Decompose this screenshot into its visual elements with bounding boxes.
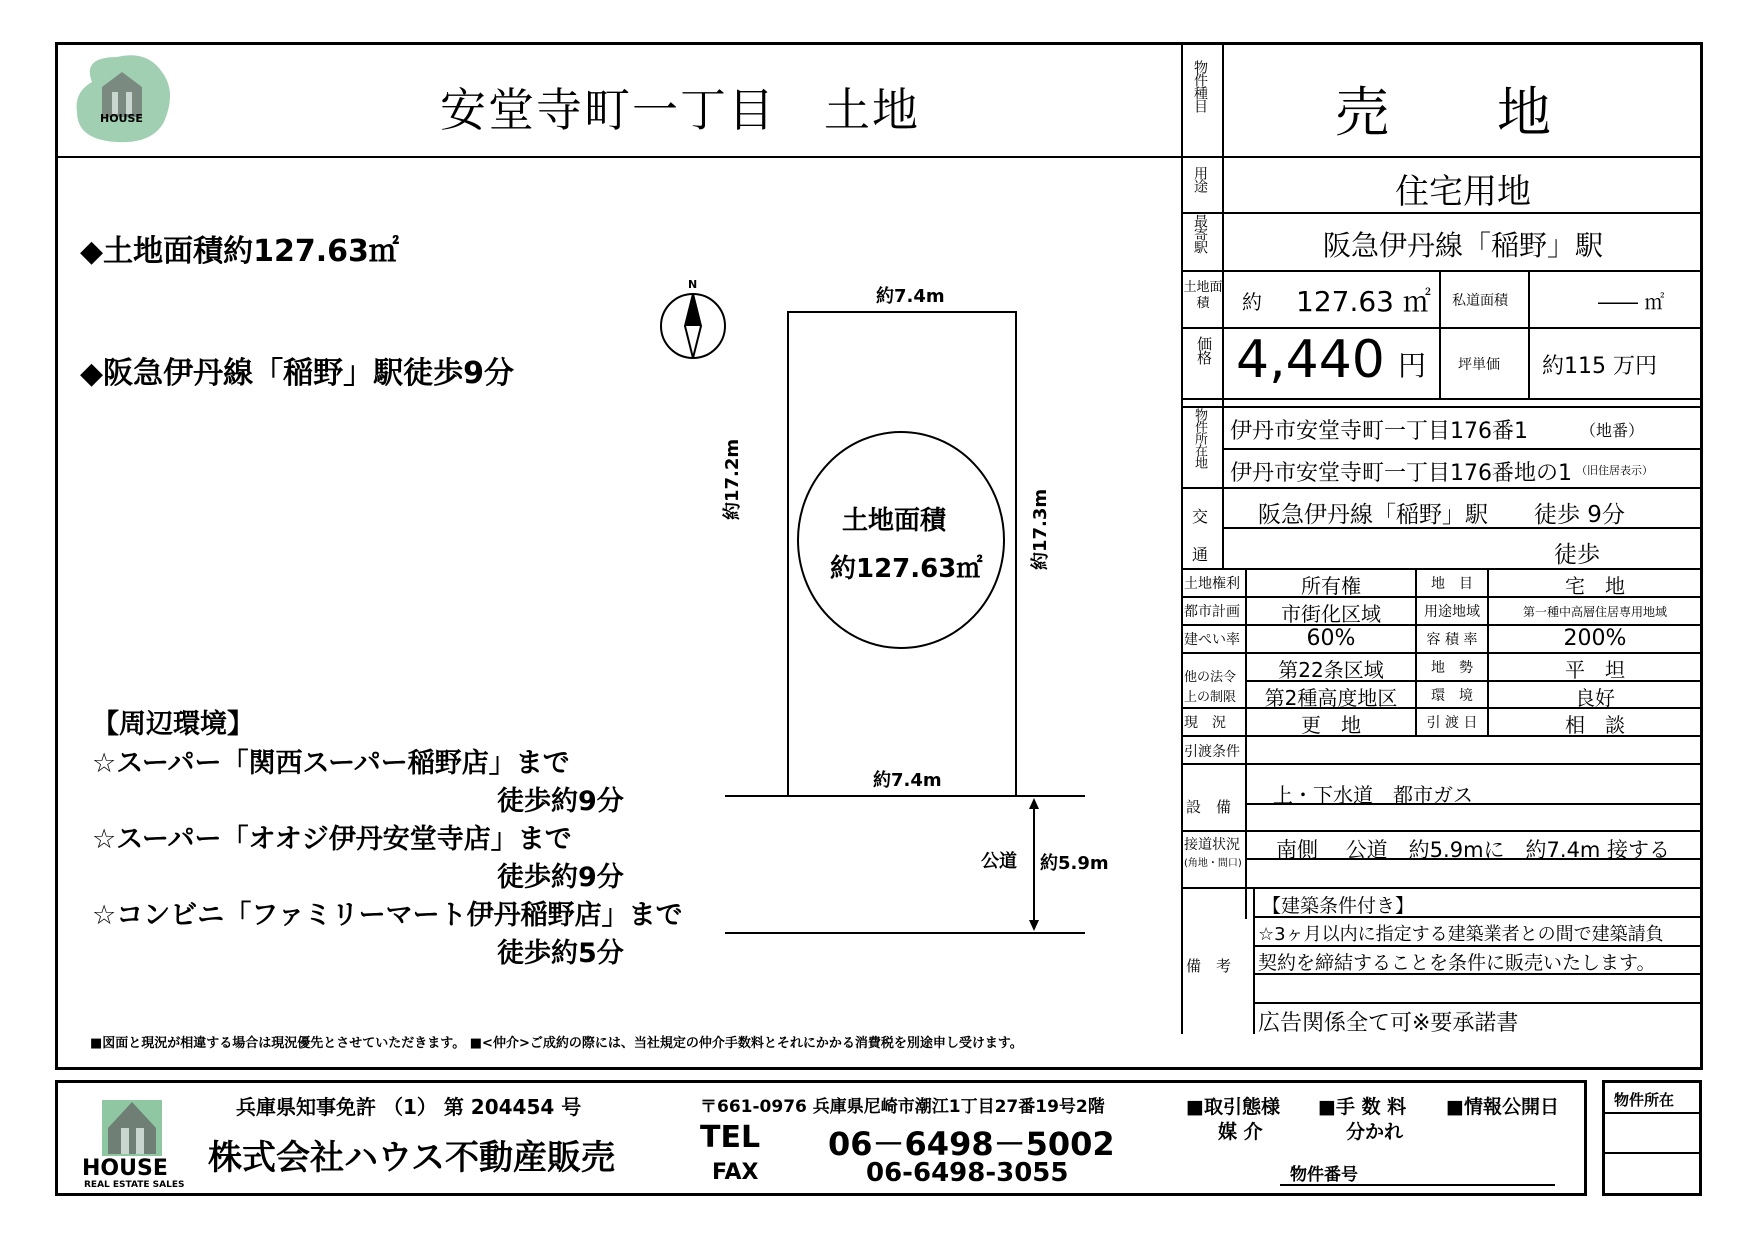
location-2-note: （旧住居表示） (1576, 464, 1653, 477)
environment-line: 徒歩約9分 (497, 862, 624, 893)
remarks-label: 備 考 (1186, 957, 1232, 975)
land-area-label: 土地面積 (1183, 280, 1223, 311)
environment-line: ☆コンビニ「ファミリーマート伊丹稲野店」まで (92, 900, 683, 931)
license: 兵庫県知事免許 （1） 第 204454 号 (236, 1095, 582, 1119)
row-value: 宅 地 (1565, 574, 1625, 598)
row-label: 現 況 (1184, 715, 1226, 731)
row-value: 第22条区域 (1278, 658, 1384, 682)
remark-line: 契約を締結することを条件に販売いたします。 (1258, 952, 1656, 974)
logo-text: HOUSE (100, 112, 143, 125)
company-logo (72, 52, 172, 147)
traffic-2: 徒歩 (1554, 542, 1600, 568)
tsubo-label: 坪単価 (1458, 357, 1500, 373)
location-1-note: （地番） (1580, 421, 1645, 440)
traffic-1: 阪急伊丹線「稲野」駅 徒歩 9分 (1258, 502, 1625, 528)
row-label: 土地権利 (1184, 576, 1240, 592)
location-label: 物件所在地 (1192, 408, 1207, 468)
deal-value: 媒 介 (1218, 1121, 1263, 1143)
environment-title: 【周辺環境】 (92, 709, 254, 740)
footer-logo-sub: REAL ESTATE SALES (84, 1180, 185, 1190)
remark-line: 【建築条件付き】 (1262, 895, 1415, 917)
traffic-label-2: 通 (1192, 545, 1209, 564)
row-value: 平 坦 (1565, 658, 1625, 682)
remark-line: ☆3ヶ月以内に指定する建築業者との間で建築請負 (1258, 924, 1664, 945)
row-label: 環 境 (1431, 688, 1473, 704)
row-label: 他の法令上の制限 (1184, 670, 1237, 705)
type-label: 物件種目 (1192, 60, 1208, 112)
land-area-prefix: 約 (1242, 290, 1262, 314)
plot-area-label: 土地面積 (842, 506, 947, 536)
environment-line: ☆スーパー「オオジ伊丹安堂寺店」まで (92, 824, 572, 855)
location-1: 伊丹市安堂寺町一丁目176番1 (1230, 419, 1528, 444)
plot-bottom-width: 約7.4m (873, 770, 942, 791)
delivery-label: 引渡条件 (1184, 744, 1240, 760)
row-value: 第一種中高層住居専用地域 (1522, 605, 1667, 619)
road-status-sub: (角地・間口) (1184, 858, 1242, 869)
fee-value: 分かれ (1346, 1121, 1404, 1143)
row-label: 容 積 率 (1426, 632, 1478, 648)
row-label: 地 目 (1431, 576, 1473, 592)
row-value: 第2種高度地区 (1264, 686, 1398, 710)
summary-station: ◆阪急伊丹線「稲野」駅徒歩9分 (80, 356, 514, 391)
price-unit: 円 (1398, 349, 1427, 382)
row-label: 地 勢 (1431, 660, 1473, 676)
row-label: 用途地域 (1424, 604, 1480, 620)
price-label: 価格 (1195, 336, 1213, 364)
environment-line: 徒歩約9分 (497, 786, 624, 817)
address: 〒661-0976 兵庫県尼崎市潮江1丁目27番19号2階 (700, 1097, 1105, 1117)
row-label: 引 渡 日 (1426, 715, 1478, 731)
remark-line: 広告関係全て可※要承諾書 (1258, 1011, 1519, 1036)
column-divider (1181, 44, 1183, 1034)
disclaimer: ■図面と現況が相違する場合は現況優先とさせていただきます。 ■<仲介>ご成約の際には、当社規定の仲介手数料とそれにかかる消費税を別途申し受けます。 (90, 1036, 1023, 1051)
private-road-label: 私道面積 (1452, 293, 1508, 309)
fee-label: ■手 数 料 (1318, 1096, 1407, 1118)
facility-label: 設 備 (1186, 798, 1232, 816)
environment-line: ☆スーパー「関西スーパー稲野店」まで (92, 748, 570, 779)
header-divider (57, 156, 1182, 158)
use-value: 住宅用地 (1395, 172, 1531, 212)
row-label: 都市計画 (1184, 604, 1240, 620)
road-status-label: 接道状況 (1184, 837, 1240, 853)
plot-left-depth: 約17.2m (722, 438, 743, 520)
company-name: 株式会社ハウス不動産販売 (208, 1138, 615, 1178)
row-value: 更 地 (1301, 713, 1361, 737)
fax-label: FAX (712, 1160, 759, 1185)
type-value: 売 地 (1335, 81, 1551, 144)
land-area-value: 127.63 ㎡ (1296, 285, 1431, 318)
footer-logo (78, 1088, 188, 1188)
plot-right-depth: 約17.3m (1030, 488, 1051, 570)
tel-label: TEL (700, 1120, 761, 1155)
row-value: 所有権 (1301, 574, 1361, 598)
row-value: 60% (1306, 626, 1356, 651)
row-value: 相 談 (1565, 713, 1625, 737)
station-value: 阪急伊丹線「稲野」駅 (1322, 229, 1603, 262)
tsubo-value: 約115 万円 (1542, 354, 1657, 379)
row-value: 良好 (1575, 686, 1615, 710)
road-width: 約5.9m (1040, 853, 1109, 874)
location-2: 伊丹市安堂寺町一丁目176番地の1 (1230, 461, 1572, 486)
station-label: 最寄駅 (1192, 214, 1208, 253)
use-label: 用途 (1192, 166, 1208, 192)
fax-number: 06-6498-3055 (866, 1158, 1069, 1188)
price-value: 4,440 (1236, 330, 1385, 390)
private-road-value: ―― ㎡ (1598, 290, 1665, 314)
road-label: 公道 (981, 851, 1017, 872)
traffic-label-1: 交 (1192, 507, 1209, 526)
facility-value: 上・下水道 都市ガス (1273, 783, 1473, 807)
north-compass (658, 278, 728, 362)
deal-label: ■取引態様 (1186, 1096, 1280, 1118)
number-label: 物件番号 (1290, 1165, 1358, 1185)
environment-line: 徒歩約5分 (497, 938, 624, 969)
summary-area: ◆土地面積約127.63㎡ (80, 234, 399, 269)
footer-logo-text: HOUSE (82, 1156, 168, 1181)
row-value: 200% (1563, 626, 1627, 651)
tel-number: 06－6498－5002 (828, 1125, 1115, 1163)
page-title: 安堂寺町一丁目 土地 (440, 83, 920, 137)
plot-area-value: 約127.63㎡ (830, 554, 983, 584)
row-value: 市街化区域 (1281, 602, 1381, 626)
location-box-label: 物件所在 (1614, 1091, 1675, 1109)
publish-label: ■情報公開日 (1446, 1096, 1559, 1118)
row-label: 建ぺい率 (1184, 632, 1240, 648)
north-label: N (688, 278, 698, 291)
road-status-value: 南側 公道 約5.9mに 約7.4m 接する (1276, 838, 1671, 862)
plot-top-width: 約7.4m (876, 286, 945, 307)
